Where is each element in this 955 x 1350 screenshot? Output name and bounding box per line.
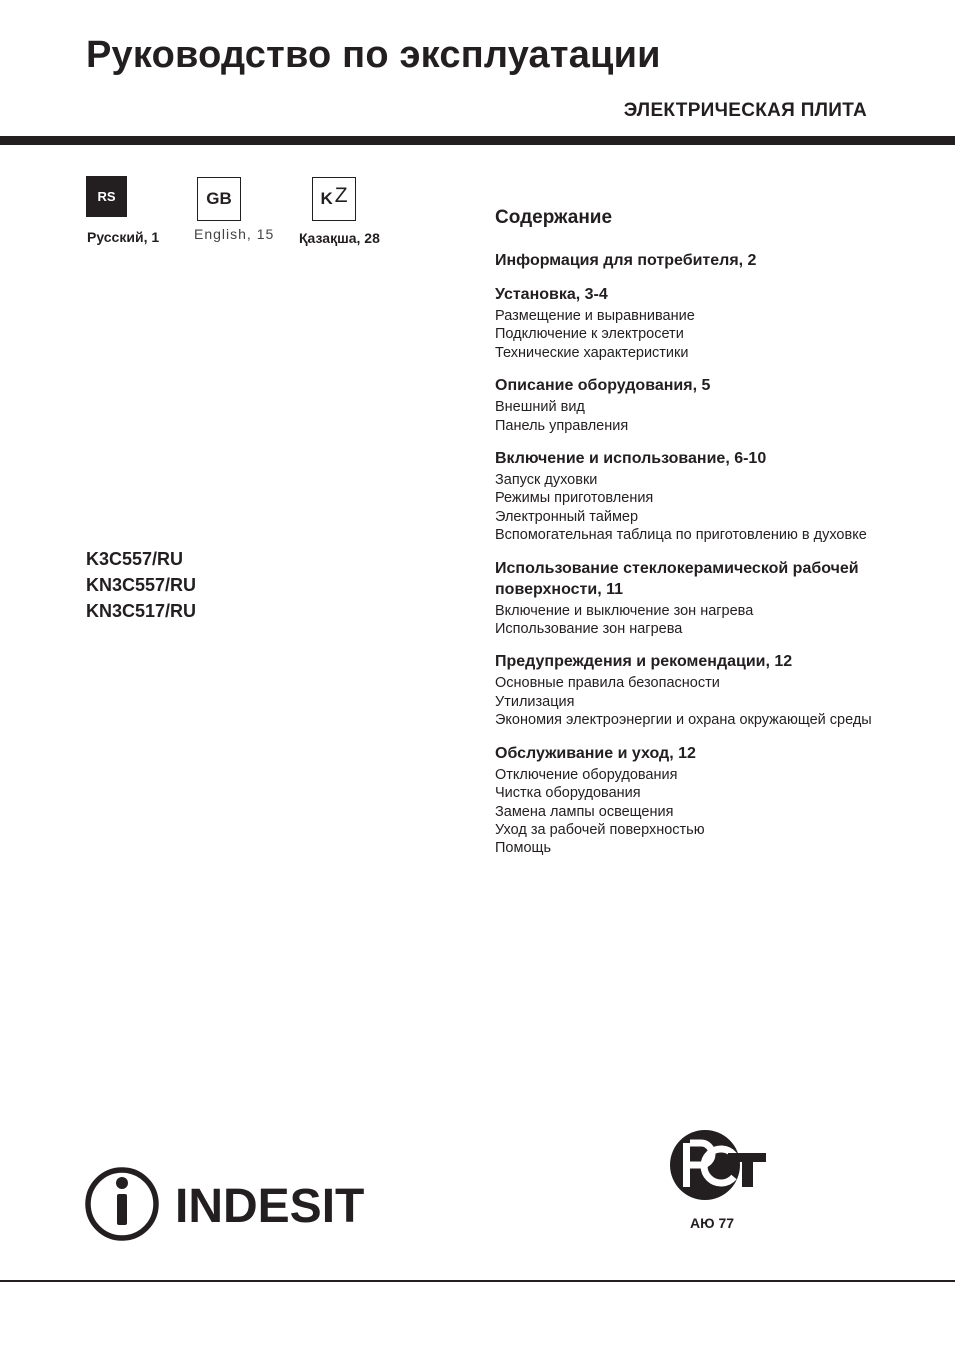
toc-sections [495,250,875,858]
model-number: KN3C517/RU [86,601,197,621]
toc-subitem: Панель управления [495,417,629,434]
toc-subitem: Помощь [495,840,552,857]
toc-section-title: Информация для потребителя, 2 [495,252,757,269]
toc-subitem: Чистка оборудования [495,785,641,802]
table-of-contents [495,207,875,871]
header-divider [0,136,955,145]
indesit-i-emblem-icon [88,1170,156,1238]
pct-mark-icon [670,1130,766,1200]
language-label-english: English, 15 [194,226,275,242]
model-number: KN3C557/RU [86,575,197,595]
language-badge-kz [312,177,356,221]
toc-section [495,651,875,729]
toc-subitem: Технические характеристики [495,344,689,361]
toc-subitem: Включение и выключение зон нагрева [495,602,754,619]
language-badge-rs: RS [86,176,127,217]
toc-section-title: Установка, 3-4 [495,286,608,303]
toc-subitem: Запуск духовки [495,472,598,489]
toc-section-title: Предупреждения и рекомендации, 12 [495,653,793,671]
toc-section [495,448,875,545]
indesit-logo [84,1164,374,1244]
toc-section-title: Обслуживание и уход, 12 [495,744,696,762]
toc-section [495,250,875,271]
toc-section-title: Описание оборудования, 5 [495,377,711,395]
toc-subitem: Экономия электроэнергии и охрана окружающей среды [495,712,872,729]
toc-subitem: Размещение и выравнивание [495,308,695,324]
toc-subitem: Подключение к электросети [495,326,684,343]
language-label-kazakh: Қазақша, 28 [299,230,380,246]
toc-section-title: Использование стеклокерамической рабочей поверхности, 11 [495,559,859,598]
language-badge-kz-z: Z [334,184,348,207]
model-number: K3C557/RU [86,549,184,569]
toc-subitem: Утилизация [495,693,575,710]
toc-heading: Содержание [495,207,613,228]
toc-subitem: Основные правила безопасности [495,675,720,692]
toc-section [495,375,875,435]
brand-name: INDESIT [175,1180,365,1233]
toc-subitem: Использование зон нагрева [495,621,683,638]
toc-section-title: Включение и использование, 6-10 [495,450,767,468]
pct-certification-mark [668,1128,768,1204]
toc-section [495,284,875,362]
language-badge-kz-k: K [320,189,333,208]
language-badge-gb: GB [197,177,241,221]
certification-code: АЮ 77 [690,1215,735,1231]
toc-subitem: Отключение оборудования [495,766,678,783]
toc-subitem: Уход за рабочей поверхностью [495,821,705,838]
toc-section [495,558,875,639]
toc-subitem: Вспомогательная таблица по приготовлению в духовке [495,527,867,544]
product-type: ЭЛЕКТРИЧЕСКАЯ ПЛИТА [623,100,867,121]
toc-subitem: Замена лампы освещения [495,803,674,820]
model-list [86,546,196,624]
toc-subitem: Внешний вид [495,399,585,416]
toc-section [495,743,875,858]
toc-subitem: Режимы приготовления [495,490,654,507]
footer-divider [0,1280,955,1282]
toc-subitem: Электронный таймер [495,508,639,525]
language-label-russian: Русский, 1 [87,229,160,245]
page-title: Руководство по эксплуатации [86,34,661,76]
